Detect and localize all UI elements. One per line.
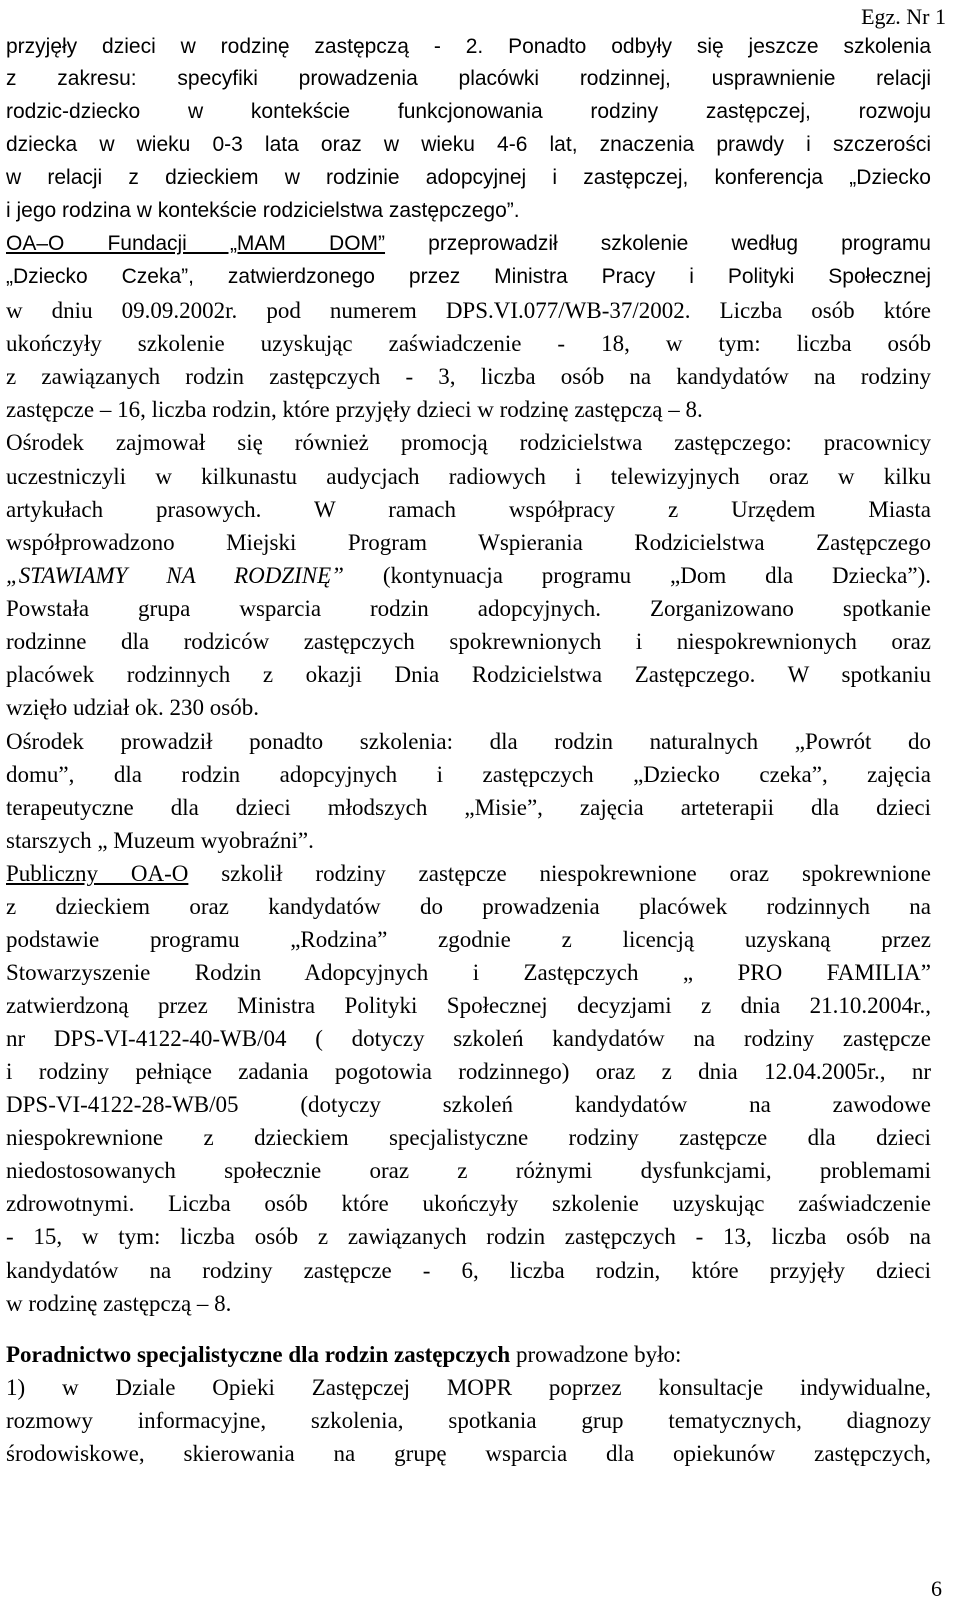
text-line (6, 1090, 931, 1120)
text-line (6, 229, 931, 259)
text-line (6, 594, 931, 624)
text-span: rodzinne dla rodziców zastępczych spokrewnionych i niespokrewnionych oraz (6, 629, 931, 654)
text-line (6, 991, 931, 1021)
text-span: i jego rodzina w kontekście rodzicielstwa zastępczego”. (6, 199, 520, 222)
text-line (6, 1256, 931, 1286)
text-line (6, 727, 931, 757)
text-line (6, 760, 931, 790)
text-line (6, 362, 931, 392)
text-line (6, 925, 931, 955)
text-line (6, 1439, 931, 1469)
text-line (6, 163, 931, 193)
text-span: z zawiązanych rodzin zastępczych - 3, liczba osób na kandydatów na rodziny (6, 364, 931, 389)
text-line (6, 892, 931, 922)
text-line (6, 1123, 931, 1153)
text-span: zdrowotnymi. Liczba osób które ukończyły szkolenie uzyskując zaświadczenie (6, 1191, 931, 1216)
text-line (6, 627, 931, 657)
text-span: - 15, w tym: liczba osób z zawiązanych rodzin zastępczych - 13, liczba osób na (6, 1224, 931, 1249)
text-span: w rodzinę zastępczą – 8. (6, 1291, 232, 1316)
text-line (6, 1189, 931, 1219)
text-span: podstawie programu „Rodzina” zgodnie z licencją uzyskaną przez (6, 927, 931, 952)
text-line (6, 296, 931, 326)
text-line (6, 64, 931, 94)
text-span: rozmowy informacyjne, szkolenia, spotkania grup tematycznych, diagnozy (6, 1408, 931, 1433)
text-span: wzięło udział ok. 230 osób. (6, 695, 259, 720)
text-line (6, 130, 931, 160)
text-line (6, 428, 931, 458)
text-span: zastępcze – 16, liczba rodzin, które przyjęły dzieci w rodzinę zastępczą – 8. (6, 397, 703, 422)
text-span: OA–O Fundacji „MAM DOM” (6, 232, 386, 255)
text-span: uczestniczyli w kilkunastu audycjach radiowych i telewizyjnych oraz w kilku (6, 464, 931, 489)
text-span: z zakresu: specyfiki prowadzenia placówki rodzinnej, usprawnienie relacji (6, 67, 931, 90)
text-line (6, 693, 931, 723)
text-span: współprowadzono Miejski Program Wspierania Rodzicielstwa Zastępczego (6, 530, 931, 555)
text-line (6, 528, 931, 558)
text-line (6, 561, 931, 591)
text-span: DPS-VI-4122-28-WB/05 (dotyczy szkoleń kandydatów na zawodowe (6, 1092, 931, 1117)
text-line (6, 1222, 931, 1252)
text-span: „Dziecko Czeka”, zatwierdzonego przez Ministra Pracy i Polityki Społecznej (6, 265, 931, 288)
text-span: artykułach prasowych. W ramach współpracy z Urzędem Miasta (6, 497, 931, 522)
text-span: nr DPS-VI-4122-40-WB/04 ( dotyczy szkoleń kandydatów na rodziny zastępcze (6, 1026, 931, 1051)
text-line (6, 32, 931, 62)
text-line (6, 262, 931, 292)
text-span: domu”, dla rodzin adopcyjnych i zastępczych „Dziecko czeka”, zajęcia (6, 762, 931, 787)
text-span: przeprowadził szkolenie według programu (385, 232, 931, 255)
text-line (6, 462, 931, 492)
text-span: zatwierdzoną przez Ministra Polityki Społecznej decyzjami z dnia 21.10.2004r., (6, 993, 931, 1018)
text-line (6, 395, 931, 425)
text-span: z dzieckiem oraz kandydatów do prowadzenia placówek rodzinnych na (6, 894, 931, 919)
text-span: ukończyły szkolenie uzyskując zaświadczenie - 18, w tym: liczba osób (6, 331, 931, 356)
running-header: Egz. Nr 1 (861, 4, 946, 29)
text-span: Poradnictwo specjalistyczne dla rodzin zastępczych (6, 1342, 511, 1367)
text-line (6, 958, 931, 988)
text-line (6, 1156, 931, 1186)
text-span: kandydatów na rodziny zastępcze - 6, liczba rodzin, które przyjęły dzieci (6, 1258, 931, 1283)
text-span: prowadzone było: (510, 1342, 682, 1367)
text-span: w dniu 09.09.2002r. pod numerem DPS.VI.077/WB-37/2002. Liczba osób które (6, 298, 931, 323)
text-span: Ośrodek prowadził ponadto szkolenia: dla rodzin naturalnych „Powrót do (6, 729, 931, 754)
text-span: przyjęły dzieci w rodzinę zastępczą - 2. Ponadto odbyły się jeszcze szkolenia (6, 35, 931, 58)
text-span: Ośrodek zajmował się również promocją rodzicielstwa zastępczego: pracownicy (6, 430, 931, 455)
text-line (6, 660, 931, 690)
text-span: 1) w Dziale Opieki Zastępczej MOPR poprzez konsultacje indywidualne, (6, 1375, 931, 1400)
text-line (6, 793, 931, 823)
text-line (6, 196, 931, 226)
text-span: rodzic-dziecko w kontekście funkcjonowania rodziny zastępczej, rozwoju (6, 100, 931, 123)
text-span: w relacji z dzieckiem w rodzinie adopcyjnej i zastępczej, konferencja „Dziecko (6, 166, 931, 189)
text-line (6, 1406, 931, 1436)
page-number: 6 (931, 1576, 942, 1601)
text-span: „STAWIAMY NA RODZINĘ” (6, 563, 344, 588)
text-span: niespokrewnione z dzieckiem specjalistyczne rodziny zastępcze dla dzieci (6, 1125, 931, 1150)
text-span: Stowarzyszenie Rodzin Adopcyjnych i Zastępczych „ PRO FAMILIA” (6, 960, 931, 985)
text-line (6, 1289, 931, 1319)
text-span: Powstała grupa wsparcia rodzin adopcyjnych. Zorganizowano spotkanie (6, 596, 931, 621)
text-line (6, 1373, 931, 1403)
text-span: środowiskowe, skierowania na grupę wsparcia dla opiekunów zastępczych, (6, 1441, 931, 1466)
text-span: i rodziny pełniące zadania pogotowia rodzinnego) oraz z dnia 12.04.2005r., nr (6, 1059, 931, 1084)
text-span: starszych „ Muzeum wyobraźni”. (6, 828, 314, 853)
text-line (6, 826, 931, 856)
text-line (6, 329, 931, 359)
text-span: niedostosowanych społecznie oraz z różnymi dysfunkcjami, problemami (6, 1158, 931, 1183)
text-line (6, 859, 931, 889)
text-line (6, 1024, 931, 1054)
text-span: szkolił rodziny zastępcze niespokrewnione oraz spokrewnione (188, 861, 931, 886)
text-span: dziecka w wieku 0-3 lata oraz w wieku 4-6 lat, znaczenia prawdy i szczerości (6, 133, 931, 156)
text-span: Publiczny OA-O (6, 861, 189, 886)
text-span: terapeutyczne dla dzieci młodszych „Misie”, zajęcia arteterapii dla dzieci (6, 795, 931, 820)
text-span: placówek rodzinnych z okazji Dnia Rodzicielstwa Zastępczego. W spotkaniu (6, 662, 931, 687)
text-line (6, 1340, 931, 1370)
text-line (6, 495, 931, 525)
text-line (6, 97, 931, 127)
text-line (6, 1057, 931, 1087)
text-span: (kontynuacja programu „Dom dla Dziecka”). (343, 563, 931, 588)
